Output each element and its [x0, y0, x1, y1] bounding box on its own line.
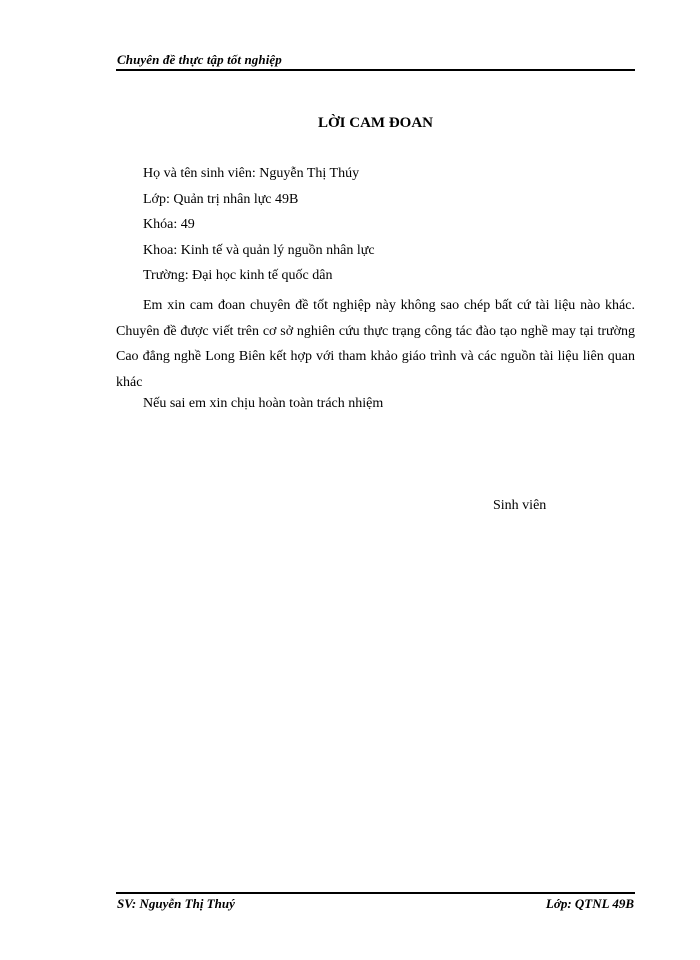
document-title: LỜI CAM ĐOAN [318, 115, 433, 131]
footer-divider [116, 892, 635, 894]
header-divider [116, 69, 635, 71]
university-line: Trường: Đại học kinh tế quốc dân [143, 268, 333, 283]
student-name-line: Họ và tên sinh viên: Nguyễn Thị Thúy [143, 166, 360, 181]
footer-class: Lớp: QTNL 49B [545, 896, 634, 911]
responsibility-line: Nếu sai em xin chịu hoàn toàn trách nhiệm [143, 396, 384, 411]
page-header-title: Chuyên đề thực tập tốt nghiệp [117, 52, 282, 67]
declaration-paragraph: Em xin cam đoan chuyên đề tốt nghiệp này không sao chép bất cứ tài liệu nào khác. Chuyên đề được viết trên cơ sở nghiên cứu thực trạng công tác đào tạo nghề may tại trường Cao đẳng nghề Long Biên kết hợp với tham khảo giáo trình và các nguồn tài liệu liên quan khác [116, 298, 635, 390]
footer-student-name: SV: Nguyễn Thị Thuý [117, 896, 235, 911]
course-line: Khóa: 49 [143, 217, 195, 232]
signer-label: Sinh viên [493, 498, 547, 513]
faculty-line: Khoa: Kinh tế và quản lý nguồn nhân lực [143, 243, 375, 258]
class-line: Lớp: Quản trị nhân lực 49B [143, 192, 299, 207]
